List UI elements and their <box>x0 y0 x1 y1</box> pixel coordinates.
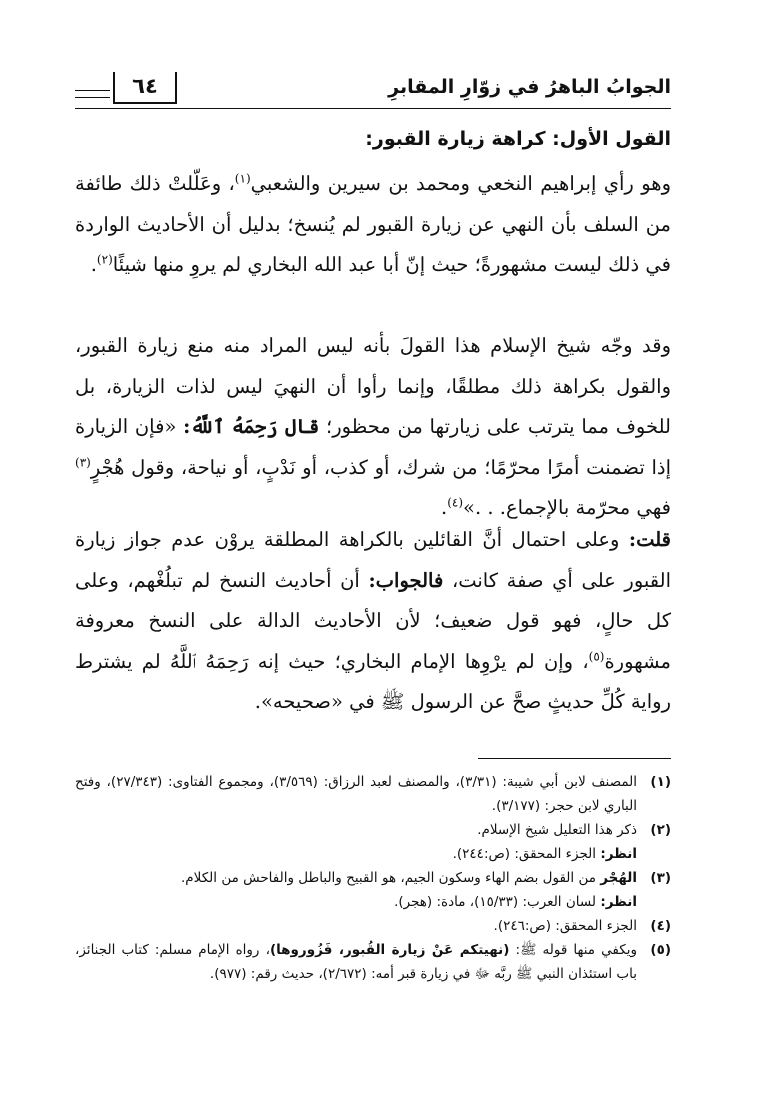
footnote-2 <box>75 818 671 842</box>
footnote-ref-label: انظر: <box>600 846 637 862</box>
p1-text-c: . <box>90 253 97 276</box>
footnote-ref-text: لسان العرب: (١٥/٣٣)، مادة: (هجر). <box>394 894 601 910</box>
footnote-ref-text: الجزء المحقق: (ص:٢٤٤). <box>452 846 601 862</box>
footnote-3 <box>75 866 671 890</box>
footnote-text: ، رواه الإمام مسلم: كتاب الجنائز، باب استئذان النبي ﷺ ربَّه ﷻ في زيارة قبر أمه: (٢/٦٧٢)، حديث رقم: (٩٧٧). <box>75 942 637 982</box>
p2-text-c: فهي محرّمة بالإجماع. . .» <box>463 496 671 519</box>
p3-text-c: ، وإن لم يرْوِها الإمام البخاري؛ حيث إنه رَحِمَهُ ٱللَّهُ لم يشترط رواية كُلِّ حديثٍ صحَّ عن الرسول ﷺ في «صحيحه». <box>75 649 671 713</box>
p3-qult: قلت: <box>628 528 671 551</box>
p1-text-b: ، وعَلّلتْ ذلك طائفة من السلف بأن النهي عن زيارة القبور لم يُنسخ؛ بدليل أن الأحاديث الواردة في ذلك ليست مشهورةً؛ حيث إنّ أبا عبد الله البخاري لم يروِ منها شيئًا <box>75 172 671 276</box>
p2-qal: قال رَحِمَهُ ٱللَّهُ: <box>183 415 320 438</box>
page-number-frame <box>113 72 177 104</box>
footnote-text: الجزء المحقق: (ص:٢٤٦). <box>493 918 637 934</box>
paragraph-2 <box>75 326 671 529</box>
p3-text-a: وعلى احتمال أنَّ القائلين بالكراهة المطلقة يروْن عدم جواز زيارة القبور على أي صفة كانت، <box>75 528 672 592</box>
footnote-number: (١) <box>650 774 671 790</box>
p1-text-a: وهو رأي إبراهيم النخعي ومحمد بن سيرين والشعبي <box>250 172 671 195</box>
footnote-4 <box>75 914 671 938</box>
footnote-term: الهُجْر <box>600 870 637 886</box>
footnote-3-reference <box>75 890 671 914</box>
footnote-ref-label: انظر: <box>600 894 637 910</box>
footnote-ref-3: (٣) <box>75 455 91 469</box>
footnote-ref-2: (٢) <box>96 252 113 267</box>
header-double-rule <box>75 90 110 98</box>
footnote-number: (٥) <box>650 942 671 958</box>
p3-text-b: أن أحاديث النسخ لم تبلُغْهم، وعلى كل حالٍ، فهو قول ضعيف؛ لأن الأحاديث الدالة على النسخ معروفة مشهورة <box>75 568 671 673</box>
p2-text-b: «فإن الزيارة إذا تضمنت أمرًا محرّمًا؛ من شرك، أو كذب، أو نَدْبٍ، أو نياحة، وقول هُجْرٍ <box>75 415 671 479</box>
footnote-ref-1: (١) <box>234 171 251 186</box>
footnote-number: (٢) <box>650 822 671 838</box>
p3-jawab: فالجواب: <box>368 568 444 592</box>
footnote-1 <box>75 770 671 818</box>
footnote-text: من القول بضم الهاء وسكون الجيم، هو القبيح والباطل والفاحش من الكلام. <box>181 870 601 886</box>
page-number: ٦٤ <box>132 74 158 98</box>
footnote-2-reference <box>75 842 671 866</box>
footnote-number: (٣) <box>650 870 671 886</box>
footnote-ref-5: (٥) <box>588 649 605 663</box>
paragraph-3 <box>75 520 671 723</box>
section-heading: القول الأول: كراهة زيارة القبور: <box>365 128 671 150</box>
footnote-number: (٤) <box>650 918 671 934</box>
footnote-ref-4: (٤) <box>447 495 464 510</box>
footnote-hadith: (نهيتكم عَنْ زيارة القُبور، فَزُوروها) <box>269 942 510 958</box>
paragraph-1 <box>75 164 671 286</box>
p2-text-a: وقد وجّه شيخ الإسلام هذا القولَ بأنه ليس المراد منه منع زيارة القبور، والقول بكراهة ذلك مطلقًا، وإنما رأوا أن النهيَ ليس لذات الزيارة، بل للخوف مما يترتب على زيارتها من محظور؛ <box>75 334 671 438</box>
footnote-prefix: ويكفي منها قوله ﷺ: <box>509 942 637 958</box>
footnotes <box>75 770 671 986</box>
book-title: الجوابُ الباهرُ في زوّارِ المقابرِ <box>388 76 671 98</box>
header-rule <box>75 108 671 109</box>
footnote-text: المصنف لابن أبي شيبة: (٣/٣١)، والمصنف لعبد الرزاق: (٣/٥٦٩)، ومجموع الفتاوى: (٢٧/٣٤٣)، وفتح الباري لابن حجر: (٣/١٧٧). <box>75 774 637 814</box>
footnote-5 <box>75 938 671 986</box>
footnote-separator <box>478 758 671 759</box>
p2-text-d: . <box>441 496 448 519</box>
running-header <box>75 70 671 114</box>
footnote-text: ذكر هذا التعليل شيخ الإسلام. <box>477 822 637 838</box>
